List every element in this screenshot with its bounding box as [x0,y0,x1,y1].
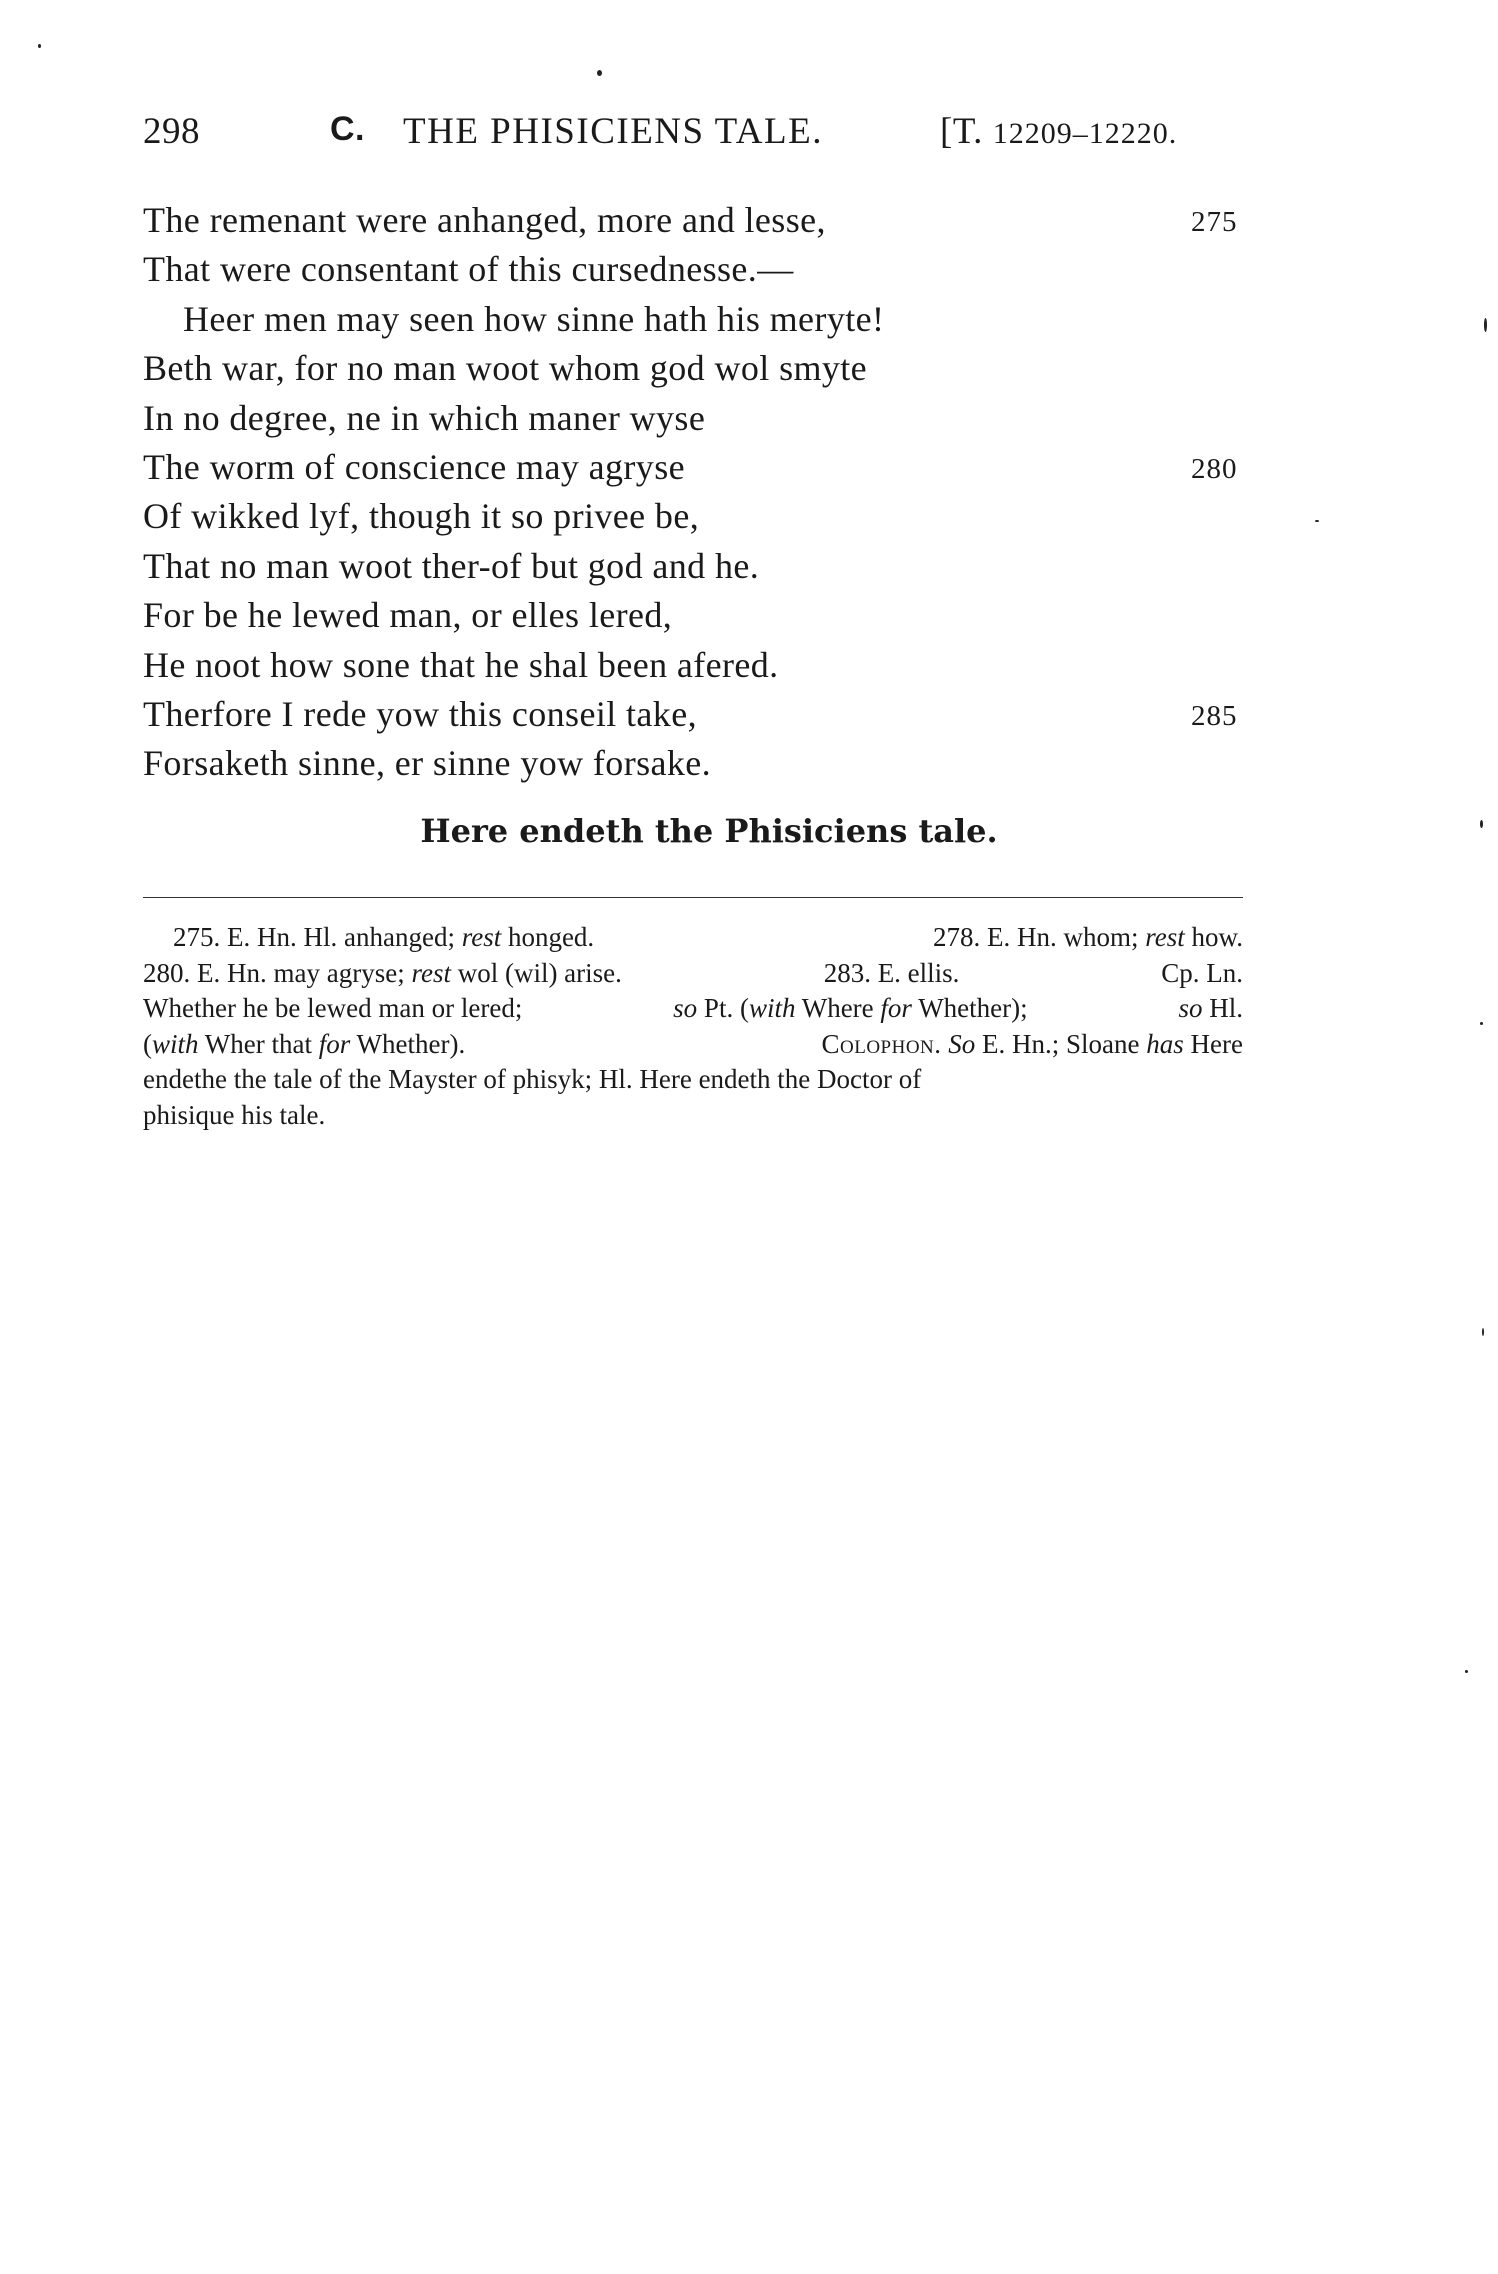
verse-line [143,739,1253,788]
note-280 [143,956,622,992]
note-text: 275. E. Hn. Hl. anhanged; [173,922,455,952]
colophon-text: Here endeth the Phisiciens tale. [420,812,998,850]
footnote-rule [143,897,1243,898]
note-text: Whether he be lewed man or lered; [143,993,523,1023]
verse-text: Therfore I rede yow this conseil take, [143,693,697,734]
line-number: 275 [1191,206,1238,238]
scan-speck [1480,1022,1483,1025]
verse-line [143,542,1253,591]
note-italic: for [318,1028,351,1059]
verse-line [143,245,1253,294]
section-letter: C. [330,110,365,148]
verse-text: For be he lewed man, or elles lered, [143,595,673,636]
footnote-line [143,991,1243,1027]
note-italic: So [948,1028,976,1059]
line-number: 285 [1191,699,1238,732]
note-275 [173,920,594,956]
scan-speck [38,44,41,48]
note-text: 280. E. Hn. may agryse; [143,957,405,988]
note-text: Whether); [918,993,1028,1023]
footnote-line [143,1098,1243,1134]
note-variant [143,1027,465,1063]
verse-text: The remenant were anhanged, more and lesse, [143,200,826,240]
footnote-line [143,920,1243,956]
footnote-line [143,1027,1243,1063]
note-text: Whether). [356,1028,466,1059]
verse-text: Beth war, for no man woot whom god wol smyte [143,348,868,389]
reference-bracket: [T. [940,111,983,152]
reference-range: 12209–12220. [992,117,1178,150]
note-283: 283. E. ellis. [823,957,960,988]
note-text: ( [143,1028,152,1059]
note-italic: rest [411,957,451,988]
verse-text: He noot how sone that he shal been afered. [143,644,779,685]
verse-line [143,443,1253,492]
note-italic: with [748,993,796,1023]
page-number: 298 [143,111,200,152]
scan-speck [597,70,602,76]
verse-text: Of wikked lyf, though it so privee be, [143,496,700,537]
note-text: E. Hn.; Sloane [982,1028,1140,1059]
verse-line [143,394,1253,443]
footnote-line [143,956,1243,992]
note-text: honged. [507,922,595,952]
note-italic: with [152,1028,199,1059]
note-italic: for [880,993,912,1023]
scan-speck [1480,820,1483,828]
verse-text: That were consentant of this cursednesse.— [143,249,794,290]
verse-text: Forsaketh sinne, er sinne yow forsake. [143,743,712,784]
verse-line [143,344,1253,393]
note-text: Where [801,993,874,1023]
note-variant [673,991,1027,1027]
footnote-line [143,1062,1243,1098]
note-text: Here [1190,1028,1243,1059]
note-variant-hl [1178,991,1243,1027]
verse-line [143,295,1253,344]
running-header [143,110,1243,160]
footnotes [143,920,1243,1133]
verse-line [143,641,1253,690]
note-text: 278. E. Hn. whom; [933,922,1139,952]
colophon [0,812,1498,850]
note-text: phisique his tale. [143,1099,326,1130]
note-colophon [821,1027,1243,1063]
note-italic: rest [461,922,502,952]
note-text: wol (wil) arise. [457,957,622,988]
note-text: Pt. ( [703,993,749,1023]
note-text: Colophon. [821,1028,942,1059]
line-reference [940,110,1177,153]
line-number: 280 [1191,452,1238,485]
note-italic: so [673,993,698,1023]
scan-speck [1315,520,1319,522]
verse-line [143,690,1253,739]
verse-text: Heer men may seen how sinne hath his meryte! [183,298,885,339]
verse-text: In no degree, ne in which maner wyse [143,397,706,438]
verse-block [143,196,1253,789]
note-italic: so [1178,993,1203,1023]
verse-line [143,196,1253,245]
note-text: how. [1191,922,1243,952]
verse-line [143,492,1253,541]
note-278 [933,920,1243,956]
verse-line [143,591,1253,640]
verse-text: The worm of conscience may agryse [143,446,685,487]
note-text: Hl. [1209,993,1243,1023]
scan-speck [1482,1328,1484,1336]
note-italic: rest [1145,922,1185,952]
scan-speck [1465,1670,1468,1673]
note-text: endethe the tale of the Mayster of phisyk; Hl. Here endeth the Doctor of [143,1064,922,1094]
verse-text: That no man woot ther-of but god and he. [143,545,760,586]
note-italic: has [1146,1028,1184,1059]
scan-speck [1484,318,1487,332]
running-title: THE PHISICIENS TALE. [403,111,823,152]
note-283-cp: Cp. Ln. [1161,957,1243,988]
note-text: Wher that [204,1028,312,1059]
